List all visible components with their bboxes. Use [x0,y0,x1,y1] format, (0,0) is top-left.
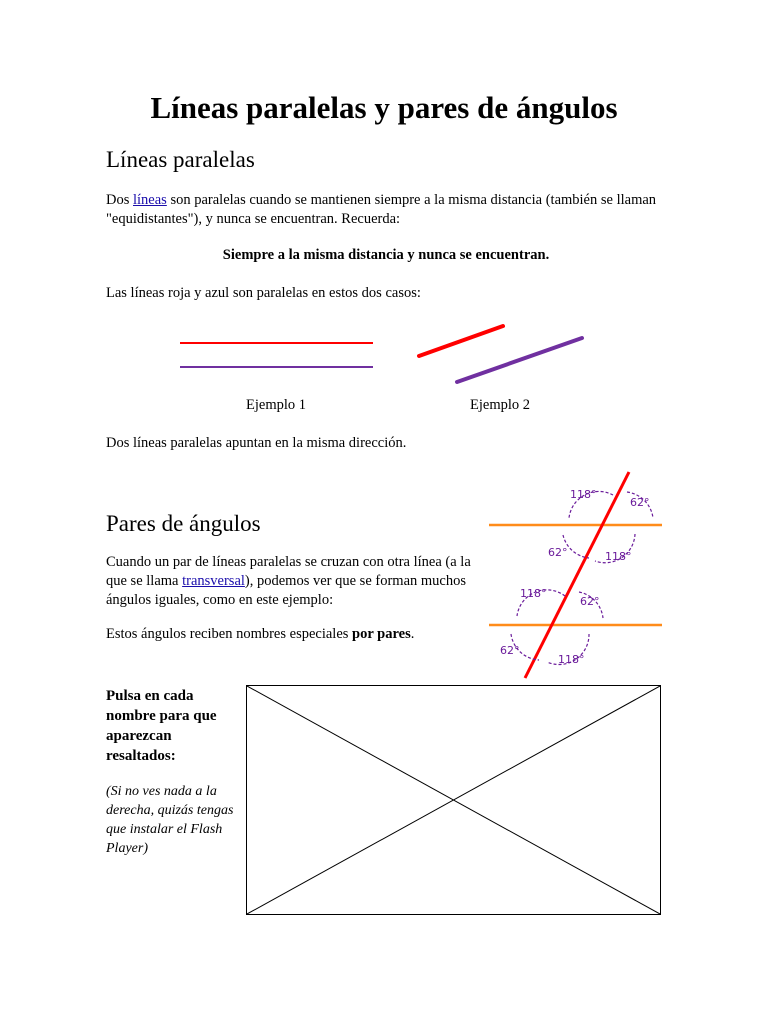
angle-label-top-left-lower: 62° [548,546,568,559]
angle-label-bottom-right-upper: 62° [580,595,600,608]
lines-link[interactable]: líneas [133,192,167,208]
transversal-angles-diagram [485,468,670,683]
placeholder-cross-icon [247,686,660,914]
special-names-text-end: . [410,626,415,642]
example2-caption: Ejemplo 2 [470,397,531,413]
example2-purple-line [457,338,582,382]
transversal-text-start: Cuando un par de líneas paralelas se cruzan con otra línea (a la que se llama [106,554,471,589]
flash-note [106,782,246,858]
flash-note-text: (Si no ves nada a la derecha, quizás tengas que instalar el Flash Player) [106,784,234,856]
transversal-link[interactable]: transversal [182,573,245,589]
angle-label-bottom-left-lower: 62° [500,644,520,657]
instruction-text [106,686,241,766]
special-names-text-start: Estos ángulos reciben nombres especiales [106,626,353,642]
key-statement-text: Siempre a la misma distancia y nunca se encuentran. [222,247,550,263]
intro-text-end: son paralelas cuando se mantienen siempre a la misma distancia (también se llaman "equidistantes"), y nunca se encuentran. Recuerda: [106,192,657,227]
examples-intro: Las líneas roja y azul son paralelas en estos dos casos: [106,285,421,301]
section-heading-parallel-lines: Líneas paralelas [106,147,255,172]
key-statement [106,246,666,265]
example2-red-line [419,326,503,356]
flash-placeholder[interactable] [246,685,661,915]
transversal-line [525,472,629,678]
angle-label-bottom-right-lower: 118° [558,653,585,666]
page-title: Líneas paralelas y pares de ángulos [150,90,618,125]
section-heading-angle-pairs: Pares de ángulos [106,511,261,536]
parallel-lines-examples [170,318,610,393]
intro-text-start: Dos [106,192,133,208]
transversal-paragraph [106,553,476,610]
instruction-bold: Pulsa en cada nombre para que aparezcan resaltados: [106,688,217,764]
angle-label-bottom-left-upper: 118° [520,587,547,600]
angle-label-top-right-lower: 118° [605,550,632,563]
transversal-text-end: ), podemos ver que se forman muchos ángulos iguales, como en este ejemplo: [106,573,466,608]
angle-label-top-left-upper: 118° [570,488,597,501]
example1-caption: Ejemplo 1 [246,397,307,413]
angle-label-top-right-upper: 62° [630,496,650,509]
intro-paragraph [106,191,666,229]
special-names-paragraph [106,625,476,644]
special-names-bold: por pares [352,626,411,642]
angle-arcs [511,491,653,664]
direction-paragraph: Dos líneas paralelas apuntan en la misma dirección. [106,435,407,451]
